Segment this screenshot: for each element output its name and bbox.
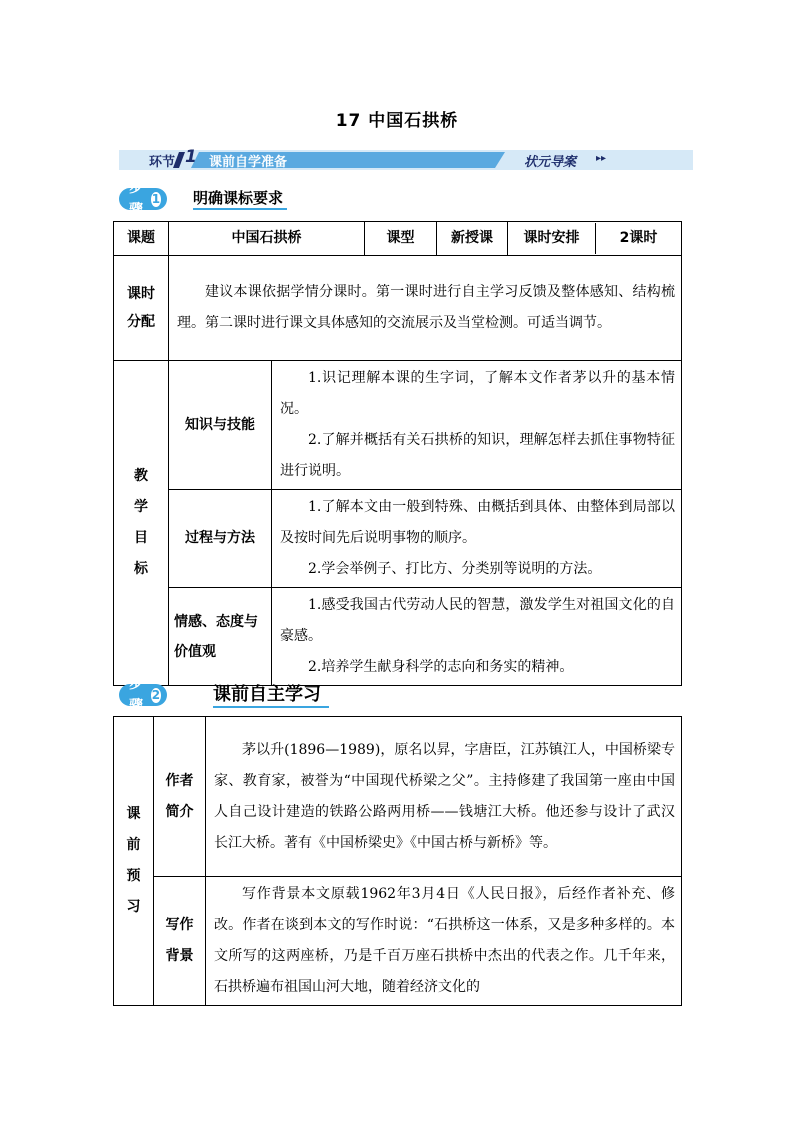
goal-row-2-content xyxy=(272,490,682,588)
background-label: 写作背景 xyxy=(154,877,206,1006)
goal-row-2-item-1: 1.了解本文由一般到特殊、由概括到具体、由整体到局部以及按时间先后说明事物的顺序。 xyxy=(280,499,675,546)
step-2-title: 课前自主学习 xyxy=(213,684,329,708)
step-1-number: 1 xyxy=(151,191,161,206)
preview-label: 课前预习 xyxy=(114,717,154,1006)
type-value: 新授课 xyxy=(437,222,508,256)
step-2-pill xyxy=(119,676,167,714)
goal-row-3-item-1: 1.感受我国古代劳动人民的智慧，激发学生对祖国文化的自豪感。 xyxy=(280,597,675,644)
background-text: 写作背景本文原载1962年3月4日《人民日报》，后经作者补充、修改。作者在谈到本文的写作时说：“石拱桥这一体系，又是多种多样的。本文所写的这两座桥，乃是千百万座石拱桥中杰出的代表之作。几千年来，石拱桥遍布祖国山河大地，随着经济文化的 xyxy=(214,886,675,995)
goal-row-1-label: 知识与技能 xyxy=(169,361,272,490)
type-key: 课型 xyxy=(365,222,437,256)
schedule-key: 课时安排 xyxy=(508,223,596,254)
goal-row-3-item-2: 2.培养学生献身科学的志向和务实的精神。 xyxy=(308,659,574,675)
step-1-title: 明确课标要求 xyxy=(193,188,287,210)
alloc-text: 建议本课依据学情分课时。第一课时进行自主学习反馈及整体感知、结构梳理。第二课时进行课文具体感知的交流展示及当堂检测。可适当调节。 xyxy=(177,284,675,331)
banner-huanjie: 环节 xyxy=(149,155,176,170)
goal-row-2-item-2: 2.学会举例子、打比方、分类别等说明的方法。 xyxy=(308,561,602,577)
banner-stage: 课前自学准备 xyxy=(209,155,288,170)
topic-value: 中国石拱桥 xyxy=(169,222,365,256)
schedule-cell xyxy=(508,222,682,256)
author-label: 作者简介 xyxy=(154,717,206,877)
step-1-label: 步骤 xyxy=(129,180,143,218)
page-title: 17 中国石拱桥 xyxy=(335,111,459,131)
alloc-label: 课时分配 xyxy=(114,256,169,361)
topic-key: 课题 xyxy=(114,222,169,256)
preview-table xyxy=(113,716,682,1006)
goal-row-1-item-1: 1.识记理解本课的生字词，了解本文作者茅以升的基本情况。 xyxy=(280,370,675,417)
goal-row-1-content xyxy=(272,361,682,490)
step-1-pill xyxy=(119,180,167,218)
section-banner xyxy=(119,147,693,170)
goal-row-3-content xyxy=(272,588,682,686)
author-text: 茅以升(1896—1989)，原名以昇，字唐臣，江苏镇江人，中国桥梁专家、教育家，被誉为“中国现代桥梁之父”。主持修建了我国第一座由中国人自己设计建造的铁路公路两用桥——钱塘江大桥。他还参与设计了武汉长江大桥。著有《中国桥梁史》《中国古桥与新桥》等。 xyxy=(214,741,675,851)
goal-row-3-label: 情感、态度与价值观 xyxy=(169,588,272,686)
step-2-label: 步骤 xyxy=(129,676,143,714)
goal-row-2-label: 过程与方法 xyxy=(169,490,272,588)
course-info-table xyxy=(113,221,682,686)
goal-row-1-item-2: 2.了解并概括有关石拱桥的知识，理解怎样去抓住事物特征进行说明。 xyxy=(280,432,675,479)
schedule-value: 2课时 xyxy=(619,230,658,246)
step-2-number: 2 xyxy=(151,687,161,702)
background-text-cell xyxy=(206,877,682,1006)
banner-arrows-icon: ▸▸ xyxy=(596,153,607,164)
banner-brand: 状元导案 xyxy=(524,155,577,170)
banner-number: 1 xyxy=(185,147,197,167)
banner-background xyxy=(119,150,693,170)
alloc-text-cell xyxy=(169,256,682,361)
author-text-cell xyxy=(206,717,682,877)
goals-label: 教学目标 xyxy=(114,361,169,686)
